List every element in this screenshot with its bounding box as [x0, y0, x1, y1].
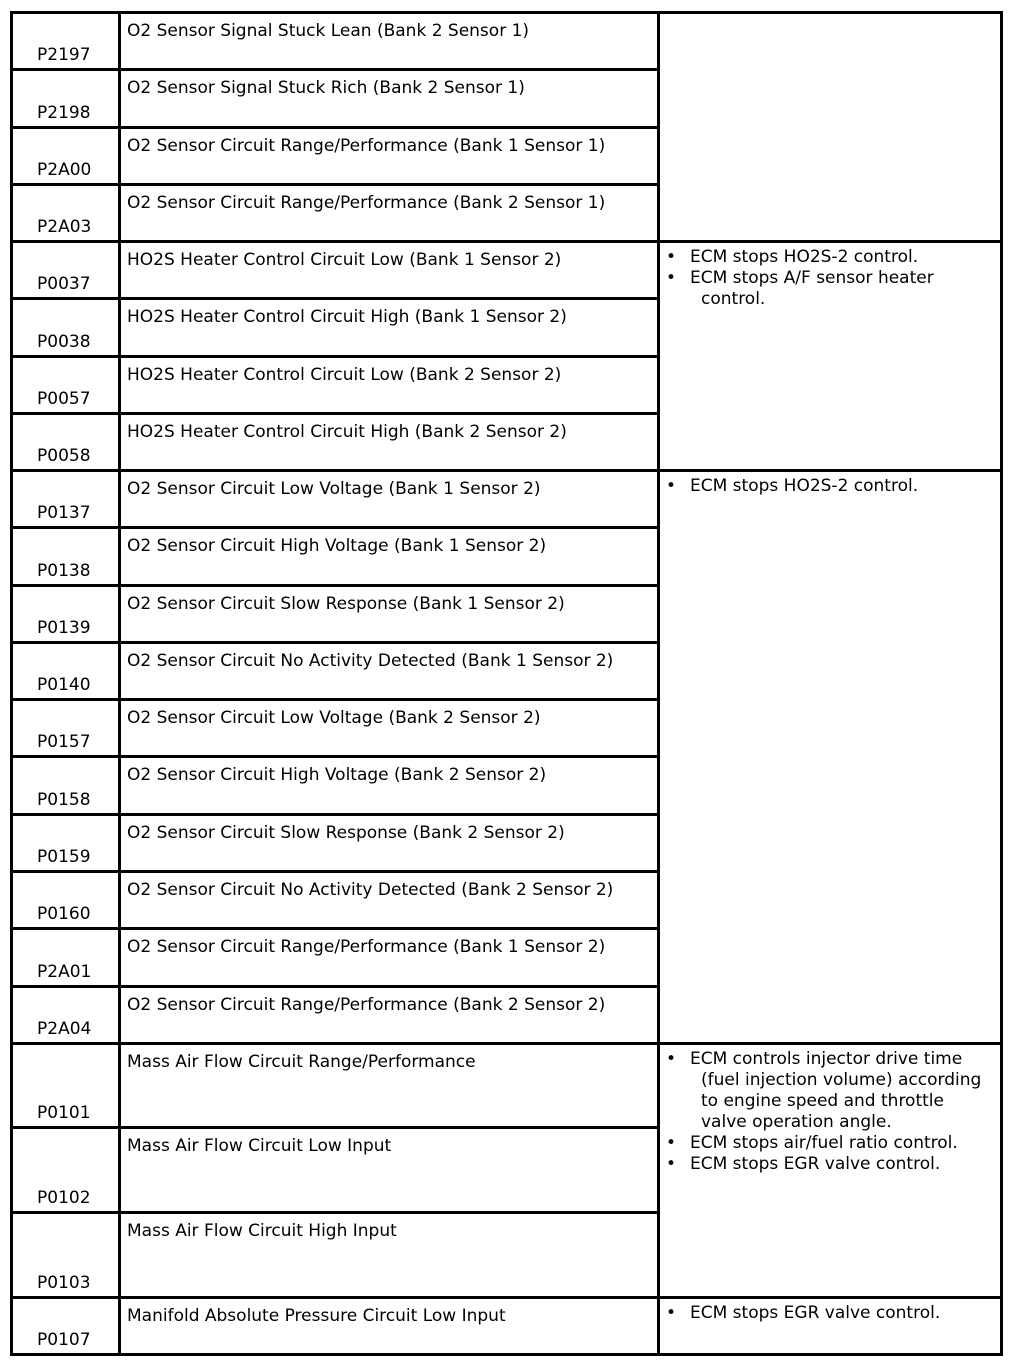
dtc-description: O2 Sensor Circuit No Activity Detected (Bank 2 Sensor 2) [127, 879, 614, 900]
dtc-description-cell [120, 528, 659, 585]
dtc-description: Mass Air Flow Circuit High Input [127, 1221, 397, 1241]
dtc-description-cell [120, 871, 659, 928]
dtc-description-cell [120, 757, 659, 814]
fail-safe-action-list [660, 1049, 1000, 1175]
dtc-description: O2 Sensor Circuit High Voltage (Bank 1 Sensor 2) [127, 536, 547, 557]
dtc-code: P0139 [37, 617, 91, 638]
dtc-description: Mass Air Flow Circuit Low Input [127, 1136, 392, 1157]
dtc-description-cell [120, 700, 659, 757]
dtc-description-cell [120, 929, 659, 986]
table-row [12, 1043, 1002, 1128]
fail-safe-action-list [660, 1303, 1000, 1324]
dtc-description-cell [120, 127, 659, 184]
dtc-code: P2A01 [37, 961, 92, 982]
fail-safe-action-cell [659, 1297, 1002, 1354]
dtc-code-cell [12, 929, 120, 986]
dtc-code-cell [12, 700, 120, 757]
dtc-description: HO2S Heater Control Circuit Low (Bank 1 Sensor 2) [127, 250, 562, 271]
dtc-code: P0160 [37, 904, 91, 925]
dtc-description-cell [120, 585, 659, 642]
dtc-description: Mass Air Flow Circuit Range/Performance [127, 1051, 476, 1072]
dtc-code-cell [12, 1297, 120, 1354]
dtc-code-cell [12, 585, 120, 642]
fail-safe-action-cell [659, 1043, 1002, 1297]
dtc-description-cell [120, 986, 659, 1043]
dtc-code-cell [12, 1213, 120, 1298]
dtc-code: P0057 [37, 388, 91, 409]
dtc-code: P0037 [37, 274, 91, 295]
dtc-code: P0137 [37, 503, 91, 524]
dtc-code-cell [12, 299, 120, 356]
dtc-code: P2197 [37, 45, 91, 66]
dtc-description-cell [120, 1043, 659, 1128]
dtc-code-cell [12, 13, 120, 70]
dtc-code: P0101 [37, 1103, 91, 1124]
dtc-description-cell [120, 13, 659, 70]
fail-safe-action-item: • ECM controls injector drive time (fuel injection volume) according to engine speed and throttle valve operation angle. [660, 1049, 995, 1133]
dtc-description-cell [120, 70, 659, 127]
dtc-description: HO2S Heater Control Circuit Low (Bank 2 Sensor 2) [127, 364, 562, 385]
fail-safe-action-list [660, 247, 1000, 310]
dtc-description: O2 Sensor Circuit Range/Performance (Bank 1 Sensor 2) [127, 937, 606, 958]
dtc-code: P0157 [37, 732, 91, 753]
dtc-description-cell [120, 242, 659, 299]
dtc-code: P2A00 [37, 159, 92, 180]
dtc-code-cell [12, 986, 120, 1043]
dtc-description-cell [120, 299, 659, 356]
dtc-description-cell [120, 814, 659, 871]
dtc-code-cell [12, 471, 120, 528]
dtc-code-cell [12, 814, 120, 871]
dtc-code-cell [12, 70, 120, 127]
dtc-code-cell [12, 642, 120, 699]
dtc-description: O2 Sensor Circuit Low Voltage (Bank 1 Sensor 2) [127, 479, 541, 500]
dtc-code: P0158 [37, 789, 91, 810]
dtc-description: Manifold Absolute Pressure Circuit Low Input [127, 1305, 506, 1326]
fail-safe-action-item: • ECM stops EGR valve control. [660, 1303, 995, 1324]
dtc-code-cell [12, 356, 120, 413]
table-row [12, 13, 1002, 70]
dtc-description: O2 Sensor Signal Stuck Lean (Bank 2 Sensor 1) [127, 21, 530, 41]
dtc-code-cell [12, 242, 120, 299]
fail-safe-action-cell [659, 13, 1002, 242]
dtc-code-cell [12, 757, 120, 814]
dtc-code: P0102 [37, 1188, 91, 1208]
dtc-code-cell [12, 127, 120, 184]
dtc-table [10, 11, 1003, 1356]
dtc-description: O2 Sensor Circuit Slow Response (Bank 1 Sensor 2) [127, 593, 565, 614]
fail-safe-action-item: • ECM stops air/fuel ratio control. [660, 1133, 995, 1154]
dtc-description: O2 Sensor Circuit Range/Performance (Bank 2 Sensor 2) [127, 994, 606, 1015]
dtc-code: P0058 [37, 446, 91, 467]
dtc-description: O2 Sensor Circuit High Voltage (Bank 2 Sensor 2) [127, 765, 547, 786]
dtc-code: P2198 [37, 102, 91, 123]
dtc-code-cell [12, 1128, 120, 1213]
table-row [12, 1297, 1002, 1354]
dtc-description-cell [120, 184, 659, 241]
fail-safe-action-cell [659, 471, 1002, 1044]
fail-safe-action-item: • ECM stops HO2S-2 control. [660, 247, 995, 268]
dtc-code: P0038 [37, 331, 91, 352]
dtc-code: P0138 [37, 560, 91, 581]
dtc-code-cell [12, 413, 120, 470]
dtc-description-cell [120, 471, 659, 528]
table-row [12, 242, 1002, 299]
fail-safe-action-list [660, 476, 1000, 497]
dtc-description-cell [120, 1297, 659, 1354]
dtc-description: HO2S Heater Control Circuit High (Bank 1 Sensor 2) [127, 307, 567, 328]
dtc-code-cell [12, 1043, 120, 1128]
dtc-description-cell [120, 1213, 659, 1298]
dtc-code: P0159 [37, 846, 91, 867]
dtc-description-cell [120, 642, 659, 699]
dtc-description: O2 Sensor Circuit Range/Performance (Bank 2 Sensor 1) [127, 192, 606, 213]
dtc-code-cell [12, 871, 120, 928]
table-row [12, 471, 1002, 528]
dtc-description: O2 Sensor Signal Stuck Rich (Bank 2 Sensor 1) [127, 78, 525, 99]
dtc-code: P0103 [37, 1272, 91, 1293]
dtc-code-cell [12, 528, 120, 585]
dtc-description-cell [120, 356, 659, 413]
dtc-description-cell [120, 1128, 659, 1213]
dtc-code: P2A04 [37, 1018, 92, 1039]
fail-safe-action-item: • ECM stops A/F sensor heater control. [660, 268, 995, 310]
fail-safe-action-item: • ECM stops EGR valve control. [660, 1154, 995, 1175]
dtc-code: P0140 [37, 675, 91, 696]
dtc-description: O2 Sensor Circuit Slow Response (Bank 2 Sensor 2) [127, 822, 565, 843]
dtc-description: O2 Sensor Circuit Range/Performance (Bank 1 Sensor 1) [127, 135, 606, 156]
dtc-description: O2 Sensor Circuit No Activity Detected (Bank 1 Sensor 2) [127, 650, 614, 671]
dtc-code: P0107 [37, 1330, 91, 1350]
fail-safe-action-item: • ECM stops HO2S-2 control. [660, 476, 995, 497]
dtc-description-cell [120, 413, 659, 470]
dtc-code-cell [12, 184, 120, 241]
dtc-description: HO2S Heater Control Circuit High (Bank 2 Sensor 2) [127, 421, 567, 442]
dtc-description: O2 Sensor Circuit Low Voltage (Bank 2 Sensor 2) [127, 708, 541, 729]
dtc-code: P2A03 [37, 217, 92, 238]
fail-safe-action-cell [659, 242, 1002, 471]
